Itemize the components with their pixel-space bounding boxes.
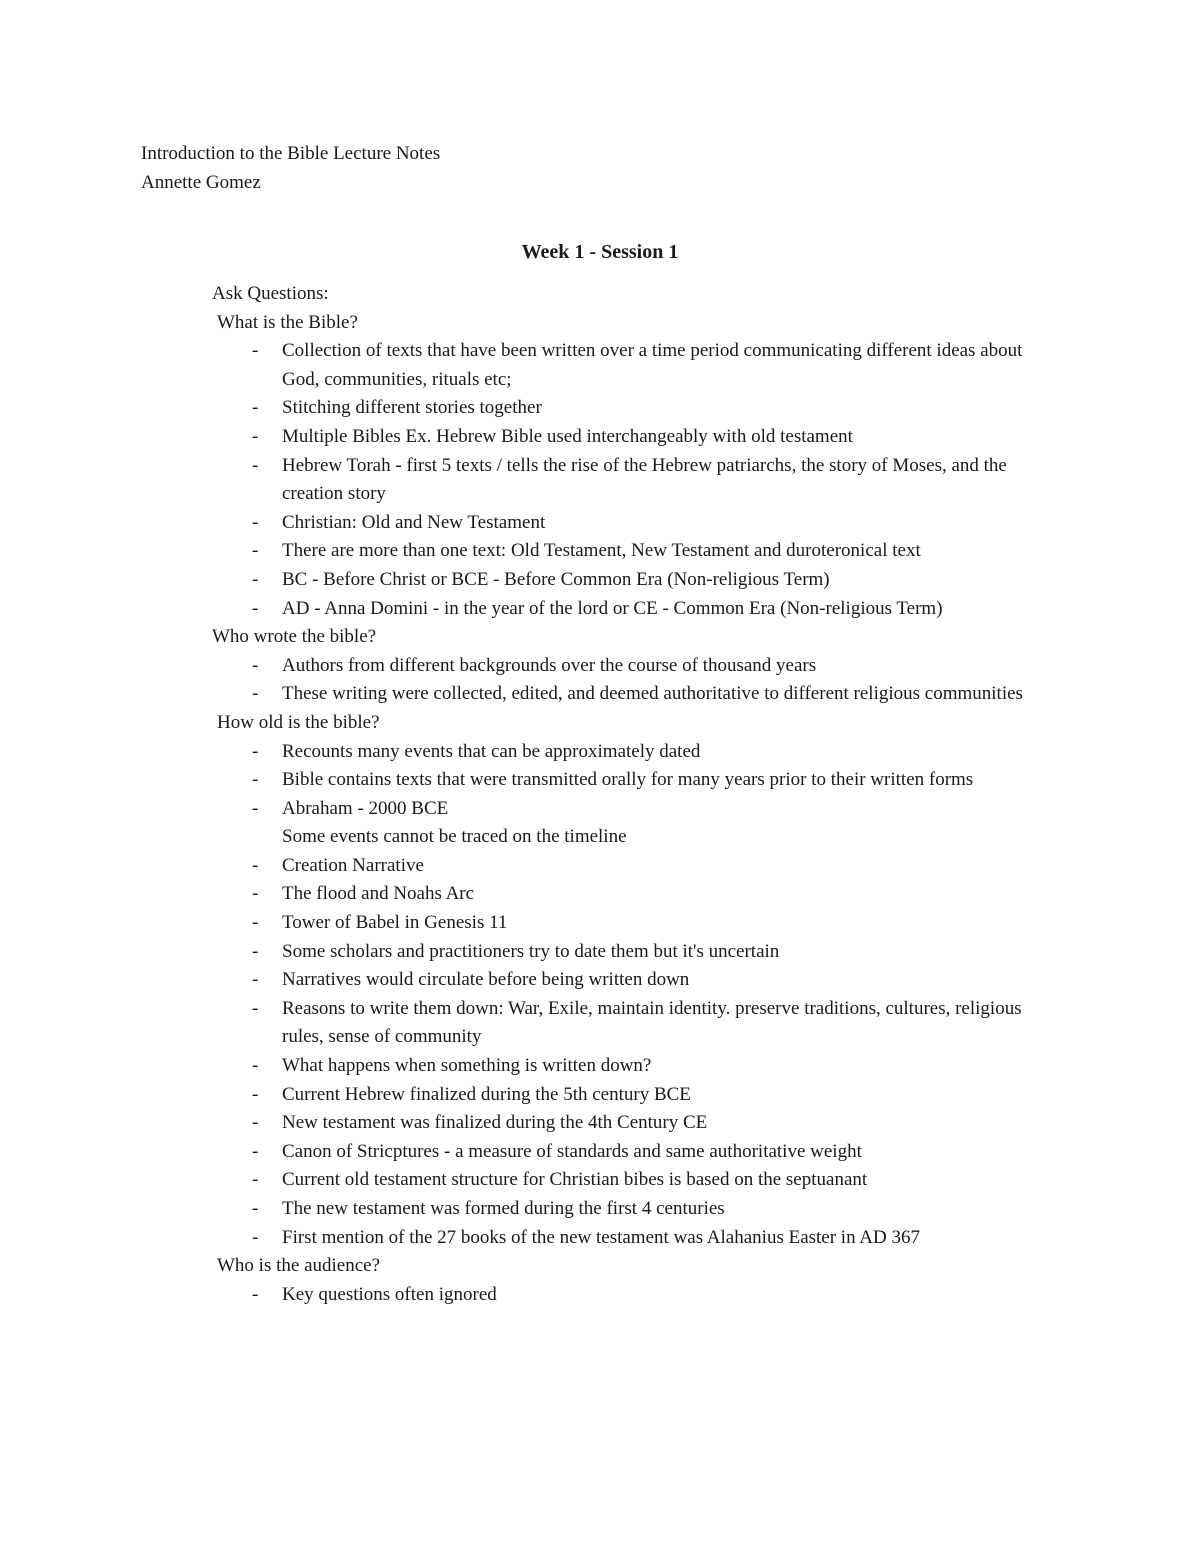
section-question: Who wrote the bible? (212, 626, 377, 648)
list-item: - There are more than one text: Old Testament, New Testament and duroteronical text (212, 537, 1052, 566)
list-item: - Canon of Stricptures - a measure of standards and same authoritative weight (212, 1138, 1052, 1167)
bullet-dash: - (252, 1226, 259, 1248)
bullet-dash: - (252, 511, 259, 533)
list-item: - Creation Narrative (212, 852, 1052, 881)
list-item: - Authors from different backgrounds over the course of thousand years (212, 652, 1052, 681)
list-item: - Current old testament structure for Christian bibes is based on the septuanant (212, 1166, 1052, 1195)
list-item: - Some scholars and practitioners try to date them but it's uncertain (212, 938, 1052, 967)
bullet-dash: - (252, 654, 259, 676)
document-header (141, 140, 440, 197)
list-item: - Hebrew Torah - first 5 texts / tells the rise of the Hebrew patriarchs, the story of Moses, and the creation story (212, 452, 1052, 509)
list-item: - BC - Before Christ or BCE - Before Common Era (Non-religious Term) (212, 566, 1052, 595)
course-title: Introduction to the Bible Lecture Notes (141, 143, 441, 164)
bullet-dash: - (252, 1140, 259, 1162)
list-item: - Narratives would circulate before being written down (212, 966, 1052, 995)
bullet-dash: - (252, 769, 259, 791)
bullet-dash: - (252, 883, 259, 905)
bullet-dash: - (252, 568, 259, 590)
bullet-dash: - (252, 397, 259, 419)
bullet-dash: - (252, 969, 259, 991)
bullet-dash: - (252, 940, 259, 962)
author-name: Annette Gomez (141, 171, 261, 193)
list-item: - The flood and Noahs Arc (212, 880, 1052, 909)
list-item: - Tower of Babel in Genesis 11 (212, 909, 1052, 938)
list-item: - Bible contains texts that were transmitted orally for many years prior to their written forms (212, 766, 1052, 795)
section-question: What is the Bible? (217, 311, 358, 333)
list-item: - These writing were collected, edited, and deemed authoritative to different religious communities (212, 680, 1052, 709)
section-question: Who is the audience? (217, 1255, 381, 1277)
list-item: - Stitching different stories together (212, 394, 1052, 423)
list-item: - Christian: Old and New Testament (212, 509, 1052, 538)
bullet-dash: - (252, 854, 259, 876)
bullet-dash: - (252, 912, 259, 934)
bullet-dash: - (252, 997, 259, 1019)
bullet-dash: - (252, 597, 259, 619)
session-title: Week 1 - Session 1 (521, 241, 679, 263)
bullet-dash: - (252, 1112, 259, 1134)
list-item: - Multiple Bibles Ex. Hebrew Bible used interchangeably with old testament (212, 423, 1052, 452)
bullet-dash: - (252, 1198, 259, 1219)
list-item: - Key questions often ignored (212, 1281, 1052, 1310)
list-item: - Reasons to write them down: War, Exile, maintain identity. preserve traditions, cultures, religious rules, sense of community (212, 995, 1052, 1052)
list-item: - Abraham - 2000 BCE (212, 795, 1052, 824)
intro-line: Ask Questions: (212, 283, 329, 304)
list-item: - Recounts many events that can be approximately dated (212, 738, 1052, 767)
list-item: - Current Hebrew finalized during the 5th century BCE (212, 1081, 1052, 1110)
bullet-dash: - (252, 1169, 259, 1191)
bullet-dash: - (252, 740, 259, 762)
list-item: - New testament was finalized during the 4th Century CE (212, 1109, 1052, 1138)
bullet-dash: - (252, 340, 259, 362)
bullet-dash: - (252, 1055, 259, 1077)
bullet-dash: - (252, 1083, 259, 1105)
notes-body (212, 280, 1072, 1309)
list-item: - AD - Anna Domini - in the year of the lord or CE - Common Era (Non-religious Term) (212, 595, 1052, 624)
bullet-dash: - (252, 454, 259, 476)
list-note: Some events cannot be traced on the timeline (282, 826, 627, 848)
bullet-dash: - (252, 797, 259, 819)
section-question: How old is the bible? (217, 711, 380, 733)
list-item: - Collection of texts that have been written over a time period communicating different ideas about God, communities, rituals etc; (212, 337, 1052, 394)
list-item: - What happens when something is written down? (212, 1052, 1052, 1081)
list-item: - The new testament was formed during the first 4 centuries (212, 1195, 1052, 1224)
bullet-dash: - (252, 425, 259, 447)
list-item: - First mention of the 27 books of the new testament was Alahanius Easter in AD 367 (212, 1224, 1052, 1253)
bullet-dash: - (252, 683, 259, 705)
bullet-dash: - (252, 1283, 259, 1305)
bullet-dash: - (252, 540, 259, 562)
